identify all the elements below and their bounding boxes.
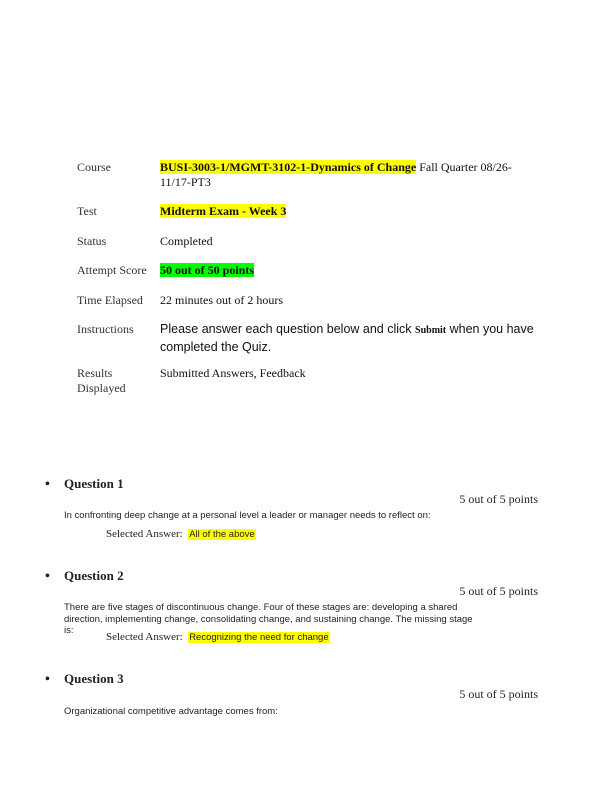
attempt-score-label: Attempt Score	[77, 263, 147, 277]
question-bullet: •	[45, 672, 50, 687]
submit-word: Submit	[415, 325, 447, 336]
course-label: Course	[77, 160, 111, 174]
results-label-line2: Displayed	[77, 381, 126, 395]
question-bullet: •	[45, 477, 50, 492]
status-label: Status	[77, 234, 107, 248]
selected-answer-value: All of the above	[189, 529, 255, 540]
question-3-text	[64, 706, 484, 718]
time-elapsed-label: Time Elapsed	[77, 293, 143, 307]
attempt-score-value	[160, 263, 254, 278]
results-label-line1: Results	[77, 366, 113, 380]
instructions-line2: completed the Quiz.	[160, 340, 272, 354]
selected-answer-label: Selected Answer:	[106, 631, 183, 643]
results-label	[77, 366, 126, 396]
question-2-selected	[106, 631, 330, 643]
selected-answer-value: Recognizing the need for change	[189, 632, 329, 643]
results-value: Submitted Answers, Feedback	[160, 366, 306, 380]
question-3-title: Question 3	[64, 671, 124, 686]
question-text-line: In confronting deep change at a personal level a leader or manager needs to reflect on:	[64, 510, 431, 521]
course-value	[160, 160, 540, 190]
selected-answer-label: Selected Answer:	[106, 528, 183, 540]
question-2-title: Question 2	[64, 568, 124, 583]
test-value	[160, 204, 286, 219]
question-2-points: 5 out of 5 points	[459, 584, 538, 598]
question-3-points: 5 out of 5 points	[459, 687, 538, 701]
course-term-line2: 11/17-PT3	[160, 175, 211, 189]
test-name: Midterm Exam - Week 3	[160, 204, 287, 218]
course-term-line1: Fall Quarter 08/26-	[416, 160, 512, 174]
score-text: 50 out of 50 points	[160, 263, 255, 277]
time-elapsed-value: 22 minutes out of 2 hours	[160, 293, 283, 307]
instructions-after: when you have	[446, 322, 534, 336]
question-text-line: Organizational competitive advantage comes from:	[64, 706, 278, 717]
instructions-text	[160, 321, 540, 355]
question-1-points: 5 out of 5 points	[459, 492, 538, 506]
course-code: BUSI-3003-1/MGMT-3102-1-Dynamics of Change	[160, 160, 417, 174]
status-value: Completed	[160, 234, 213, 248]
question-text-line: direction, implementing change, consolidating change, and sustaining change. The missing stage is:	[64, 613, 473, 636]
instructions-label: Instructions	[77, 322, 134, 336]
question-1-selected	[106, 528, 256, 540]
question-text-line: There are five stages of discontinuous change. Four of these stages are: developing a shared	[64, 602, 458, 613]
question-bullet: •	[45, 569, 50, 584]
question-1-title: Question 1	[64, 476, 124, 491]
instructions-before: Please answer each question below and click	[160, 322, 416, 336]
question-1-text	[64, 510, 484, 522]
test-label: Test	[77, 204, 97, 218]
